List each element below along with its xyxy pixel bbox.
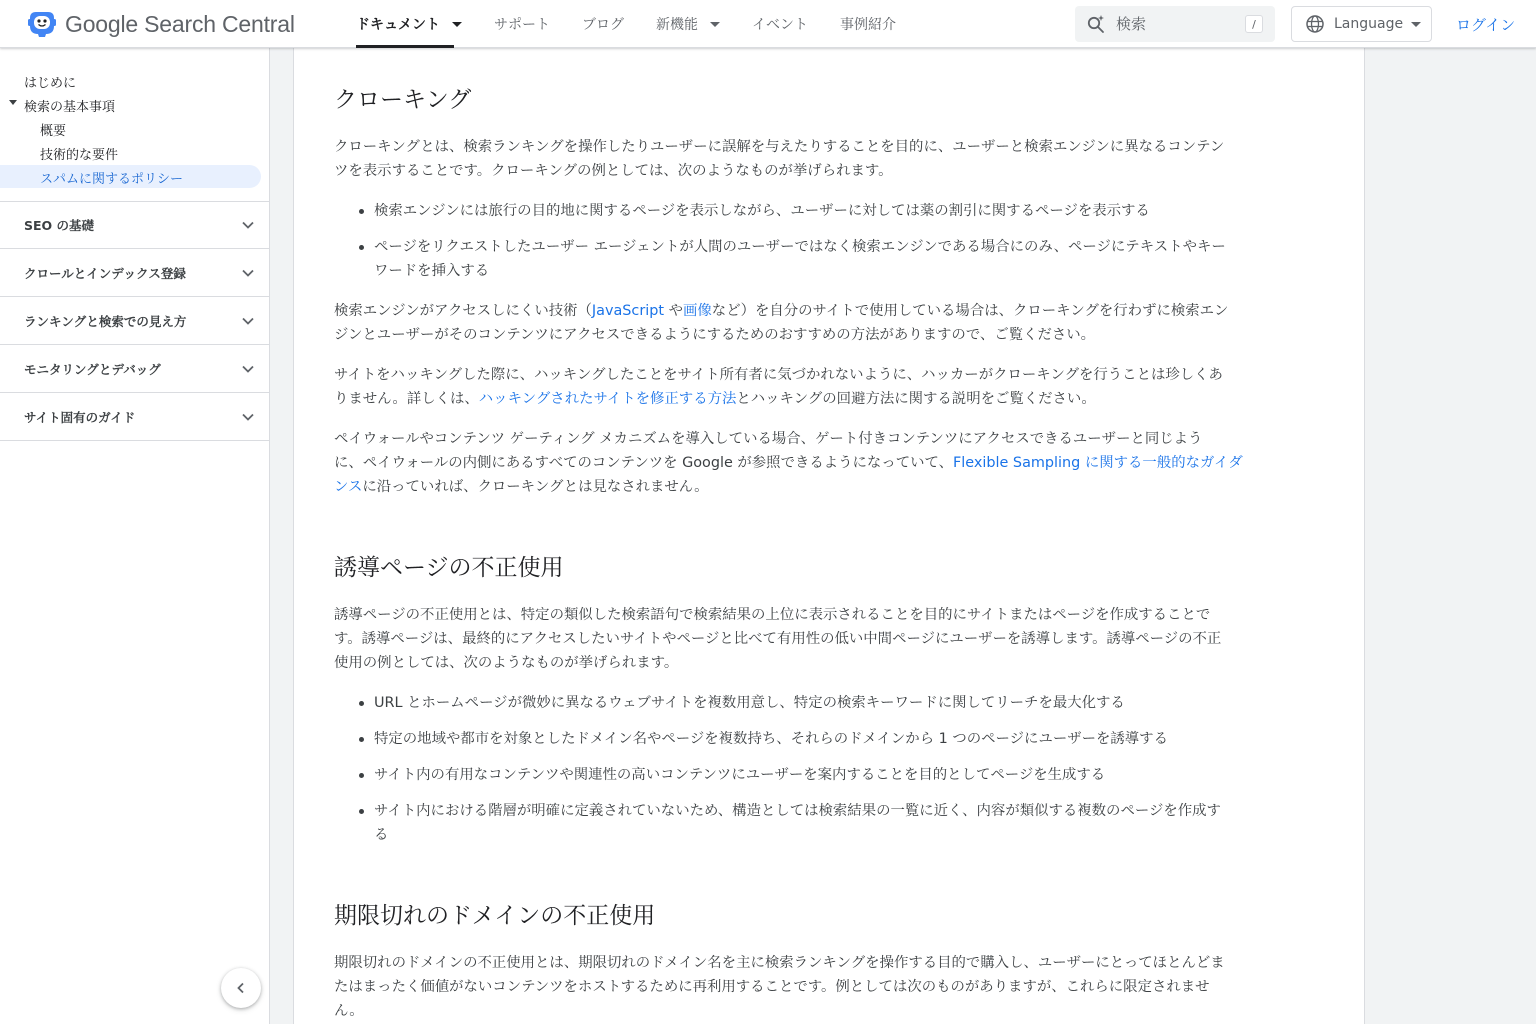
flexible-sampling-link[interactable]: ンス xyxy=(334,479,363,495)
caret-down-icon[interactable] xyxy=(9,100,17,105)
collapse-sidebar-button[interactable] xyxy=(221,968,261,1008)
nav-tab-label: 事例紹介 xyxy=(840,17,896,33)
sidebar-section-site-specific-guides[interactable] xyxy=(0,393,269,440)
nav-tab-events[interactable] xyxy=(736,0,824,48)
text-line xyxy=(334,387,1326,411)
flexible-sampling-link[interactable]: Flexible Sampling に関する一般的なガイダ xyxy=(952,455,1243,471)
paragraph xyxy=(334,427,1326,499)
text-line: ん。 xyxy=(334,1003,364,1019)
text-line: 検索エンジンには旅行の目的地に関するページを表示しながら、ユーザーに対しては薬の割引に関するページを表示する xyxy=(374,203,1150,219)
heading-expired-domain-abuse: 期限切れのドメインの不正使用 xyxy=(334,903,656,929)
article-content xyxy=(293,48,1365,1024)
sidebar-section-label: SEO の基礎 xyxy=(24,218,95,233)
list-item xyxy=(374,199,1326,223)
text-line xyxy=(334,451,1326,475)
sidebar-item-spam-policies[interactable] xyxy=(0,165,261,188)
list-item xyxy=(374,691,1326,715)
heading-doorway-abuse: 誘導ページの不正使用 xyxy=(334,555,564,581)
search-input[interactable] xyxy=(1116,15,1236,33)
chevron-down-icon xyxy=(240,313,256,329)
left-sidebar xyxy=(0,48,270,1024)
text-run: や xyxy=(664,303,683,319)
text-line: サイト内における階層が明確に定義されていないため、構造としては検索結果の一覧に近く、内容が類似する複数のページを作成す xyxy=(374,803,1221,819)
text-line: クローキングとは、検索ランキングを操作したりユーザーに誤解を与えたりすることを目的に、ユーザーと検索エンジンに異なるコンテン xyxy=(334,139,1225,155)
text-line: 誘導ページの不正使用とは、特定の類似した検索語句で検索結果の上位に表示されることを目的にサイトまたはページを作成することで xyxy=(334,607,1211,623)
sidebar-section-label: ランキングと検索での見え方 xyxy=(24,314,187,329)
sidebar-item-technical-requirements[interactable]: 技術的な要件 xyxy=(40,148,119,163)
search-shortcut-key: / xyxy=(1245,15,1263,33)
text-line: 使用の例としては、次のようなものが挙げられます。 xyxy=(334,655,679,671)
nav-tab-label: ドキュメント xyxy=(356,17,440,33)
sidebar-item-label: スパムに関するポリシー xyxy=(40,172,184,187)
chevron-down-icon xyxy=(240,217,256,233)
text-line: URL とホームページが微妙に異なるウェブサイトを複数用意し、特定の検索キーワードに関してリーチを最大化する xyxy=(374,695,1125,711)
main-nav xyxy=(340,0,912,48)
paragraph xyxy=(334,135,1326,183)
sidebar-section-label: クロールとインデックス登録 xyxy=(24,266,186,281)
nav-tab-case-studies[interactable] xyxy=(824,0,912,48)
images-link[interactable]: 画像 xyxy=(683,303,712,319)
list-item xyxy=(374,727,1326,751)
search-central-robot-icon xyxy=(26,8,58,40)
text-run: に沿っていれば、クローキングとは見なされません。 xyxy=(362,479,709,495)
text-line: サイトをハッキングした際に、ハッキングしたことをサイト所有者に気づかれないように、ハッカーがクローキングを行うことは珍しくあ xyxy=(334,367,1223,383)
text-line: 期限切れのドメインの不正使用とは、期限切れのドメイン名を主に検索ランキングを操作する目的で購入し、ユーザーにとってほとんどま xyxy=(334,955,1225,971)
text-run: に、ペイウォールの内側にあるすべてのコンテンツを Google が参照できるようになっていて、 xyxy=(334,455,953,471)
sidebar-section-label: サイト固有のガイド xyxy=(24,410,136,425)
logo-text: Google Search Central xyxy=(65,10,295,37)
chevron-down-icon xyxy=(240,361,256,377)
nav-tab-label: サポート xyxy=(494,17,550,33)
chevron-left-icon xyxy=(234,981,248,995)
nav-tab-blog[interactable] xyxy=(566,0,640,48)
nav-tab-support[interactable] xyxy=(478,0,566,48)
text-run: りません。詳しくは、 xyxy=(334,391,479,407)
chevron-down-icon xyxy=(240,409,256,425)
javascript-link[interactable]: JavaScript xyxy=(591,303,665,319)
sidebar-section-crawling-indexing[interactable] xyxy=(0,249,269,296)
text-line: ツを表示することです。クローキングの例としては、次のようなものが挙げられます。 xyxy=(334,163,893,179)
sidebar-item-search-essentials[interactable]: 検索の基本事項 xyxy=(24,100,116,115)
text-line: す。誘導ページは、最終的にアクセスしたいサイトやページと比べて有用性の低い中間ページにユーザーを誘導します。誘導ページの不正 xyxy=(334,631,1222,647)
nav-tab-label: 新機能 xyxy=(656,17,698,33)
sidebar-item-overview[interactable]: 概要 xyxy=(40,124,67,139)
dropdown-arrow-icon xyxy=(710,22,720,27)
dropdown-arrow-icon xyxy=(1411,22,1421,27)
sidebar-section-seo-basics[interactable] xyxy=(0,201,269,248)
text-line: ページをリクエストしたユーザー エージェントが人間のユーザーではなく検索エンジンである場合にのみ、ページにテキストやキー xyxy=(374,239,1226,255)
nav-tab-label: ブログ xyxy=(582,17,624,33)
text-line: る xyxy=(374,827,389,843)
text-run: など）を自分のサイトで使用している場合は、クローキングを行わずに検索エン xyxy=(711,303,1229,319)
text-line: サイト内の有用なコンテンツや関連性の高いコンテンツにユーザーを案内することを目的としてページを生成する xyxy=(374,767,1106,783)
language-label: Language xyxy=(1334,16,1404,32)
text-run: とハッキングの回避方法に関する説明をご覧ください。 xyxy=(736,391,1096,407)
sidebar-section-ranking-appearance[interactable] xyxy=(0,297,269,344)
paragraph xyxy=(334,299,1326,347)
login-link[interactable]: ログイン xyxy=(1456,16,1516,34)
list-item xyxy=(374,799,1326,847)
text-line: たはまったく価値がないコンテンツをホストするために再利用することです。例としては次のものがありますが、これらに限定されませ xyxy=(334,979,1210,995)
sidebar-divider xyxy=(0,440,269,441)
globe-icon xyxy=(1305,14,1325,34)
dropdown-arrow-icon xyxy=(452,22,462,27)
text-line: ジンとユーザーがそのコンテンツにアクセスできるようにするためのおすすめの方法がありますので、ご覧ください。 xyxy=(334,327,1096,343)
text-line xyxy=(334,299,1326,323)
text-line xyxy=(334,475,1326,499)
list-item xyxy=(374,763,1326,787)
text-run: 検索エンジンがアクセスしにくい技術（ xyxy=(334,303,592,319)
hacked-sites-link[interactable]: ハッキングされたサイトを修正する方法 xyxy=(478,391,737,407)
nav-tab-documents[interactable] xyxy=(340,0,478,48)
text-line: ペイウォールやコンテンツ ゲーティング メカニズムを導入している場合、ゲート付きコンテンツにアクセスできるユーザーと同じよう xyxy=(334,431,1203,447)
site-logo[interactable] xyxy=(26,7,295,41)
heading-cloaking: クローキング xyxy=(334,87,472,113)
sidebar-item-intro[interactable]: はじめに xyxy=(24,76,77,91)
top-header xyxy=(0,0,1536,48)
text-line: ワードを挿入する xyxy=(374,263,490,279)
search-box[interactable] xyxy=(1075,6,1275,42)
list-item xyxy=(374,235,1326,283)
search-spark-icon xyxy=(1086,14,1106,34)
sidebar-section-label: モニタリングとデバッグ xyxy=(24,362,161,377)
paragraph xyxy=(334,603,1326,675)
chevron-down-icon xyxy=(240,265,256,281)
text-line: 特定の地域や都市を対象としたドメイン名やページを複数持ち、それらのドメインから 1 つのページにユーザーを誘導する xyxy=(374,731,1168,747)
nav-tab-label: イベント xyxy=(752,17,808,33)
nav-tab-whats-new[interactable] xyxy=(640,0,736,48)
language-button[interactable] xyxy=(1291,6,1432,42)
paragraph xyxy=(334,363,1326,411)
sidebar-section-monitoring-debugging[interactable] xyxy=(0,345,269,392)
paragraph xyxy=(334,951,1326,1023)
